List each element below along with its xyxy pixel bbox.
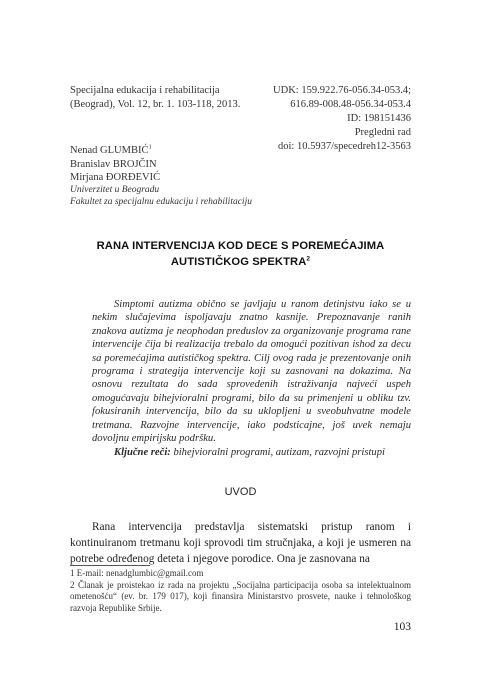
abstract (92, 298, 411, 445)
journal-line-1: Specijalna edukacija i rehabilitacija (70, 85, 220, 96)
title-line-2-text: AUTISTIČKOG SPEKTRA (170, 256, 307, 268)
body-paragraph-text: Rana intervencija predstavlja sistematski pristup ranom i kontinuiranom tretmanu koji sprovodi tim stručnjaka, a koji je usmeren na potrebe određenog deteta i njegove porodice. Ona je zasnovana na (70, 521, 411, 565)
author-1-footnote-mark: 1 (148, 143, 152, 151)
keywords (114, 446, 414, 459)
author-1-name: Nenad GLUMBIĆ (70, 145, 149, 156)
affiliation-block (70, 184, 330, 208)
journal-line-2: (Beograd), Vol. 12, br. 1. 103-118, 2013. (70, 99, 241, 110)
keywords-label: Ključne reči: (114, 447, 171, 458)
footnote-2: 2 Članak je proistekao iz rada na projektu „Socijalna participacija osoba sa intelektualnom ometenošću“ (ev. br. 179 017), koji finansira Ministarstvo prosvete, nauke i tehnološkog razvoja Republike Srbije. (70, 579, 411, 613)
id-line: ID: 198151436 (347, 113, 411, 124)
author-2: Branislav BROJČIN (70, 158, 157, 170)
article-type: Pregledni rad (354, 127, 411, 138)
title-footnote-mark: 2 (306, 255, 311, 263)
journal-citation (70, 84, 280, 112)
affiliation-2: Fakultet za specijalnu edukaciju i rehabilitaciju (70, 197, 252, 207)
udk-line-2: 616.89-008.48-056.34-053.4 (290, 99, 411, 110)
abstract-text: Simptomi autizma obično se javljaju u ranom detinjstvu iako se u nekim slučajevima ispoljavaju znatno kasnije. Prepoznavanje ranih znakova autizma je neophodan preduslov za organizovanje programa rane intervencije čija bi realizacija trebalo da omogući pozitivan ishod za decu sa poremećajima autističkog spektra. Cilj ovog rada je prezentovanje onih programa i strategija intervencije koji su zasnovani na dokazima. Na osnovu rezultata do sada sprovedenih istraživanja najveći uspeh omogućavaju bihejvioralni programi, bilo da su primenjeni u obliku tzv. fokusiranih intervencija, bilo da su uklopljeni u sveobuhvatne modele tretmana. Razvojne intervencije, iako podsticajne, još uvek nemaju dovoljnu empirijsku podršku. (92, 299, 411, 445)
body-paragraph (70, 519, 411, 567)
footnote-rule (70, 565, 150, 566)
author-block (70, 144, 330, 185)
footnote-1: 1 E-mail: nenadglumbic@gmail.com (70, 568, 204, 578)
title-line-2 (70, 254, 411, 270)
affiliation-1: Univerzitet u Beogradu (70, 185, 160, 195)
footnotes (70, 568, 411, 614)
keywords-list: bihejvioralni programi, autizam, razvojni pristupi (170, 447, 385, 458)
page-number: 103 (393, 621, 411, 633)
udk-line-1: UDK: 159.922.76-056.34-053.4; (273, 85, 411, 96)
title-line-1: RANA INTERVENCIJA KOD DECE S POREMEĆAJIMA (96, 240, 385, 252)
article-title (70, 238, 411, 270)
doi-line: doi: 10.5937/specedreh12-3563 (278, 141, 411, 152)
section-heading: UVOD (224, 486, 257, 498)
author-3: Mirjana ĐORĐEVIĆ (70, 172, 161, 183)
author-1 (70, 144, 330, 158)
